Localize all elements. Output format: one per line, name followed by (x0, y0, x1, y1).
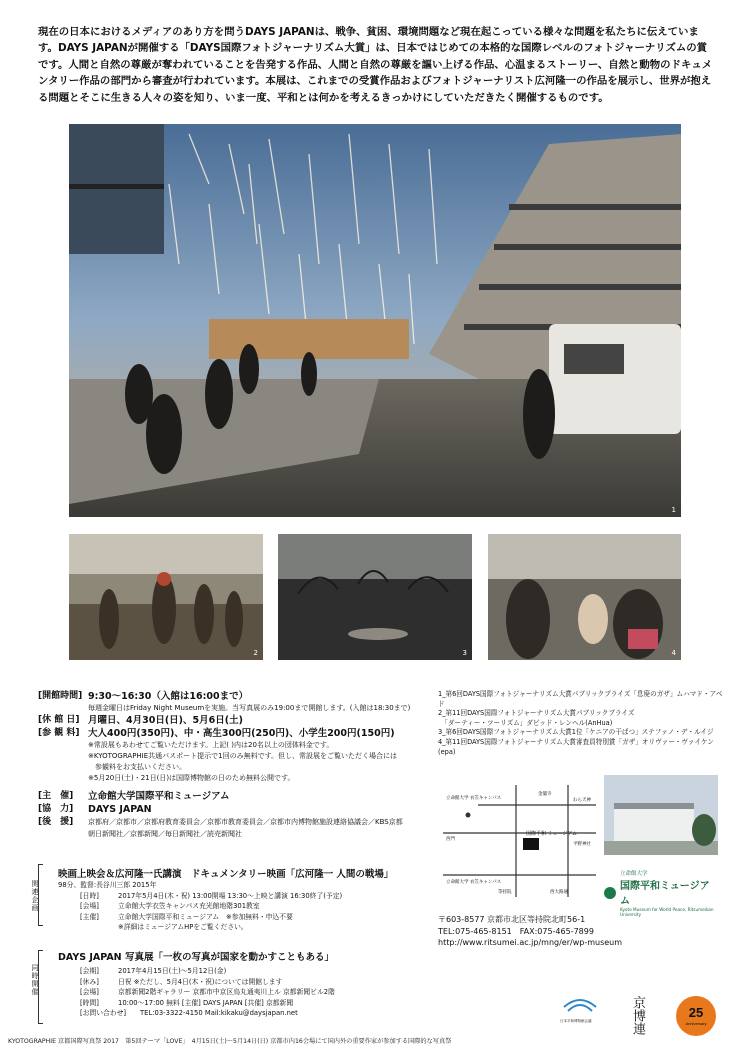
event2-row-value: 日祝 ※ただし、5月4日(木・祝)については開館します (118, 977, 283, 986)
event2-row-key: [会場] (80, 988, 99, 996)
event1-row-value: ※詳細はミュージアムHPをご覧ください。 (118, 923, 248, 931)
footer-text: KYOTOGRAPHIE 京都国際写真祭 2017 第5回テーマ「LOVE」 4月15日(土)〜5月14日(日) 京都市内16会場にて国内外の重要作家が参加する国際的な写真祭 (8, 1038, 452, 1045)
event2-row-key: [休み] (80, 977, 99, 986)
event2-row-value: 2017年4月15日(土)〜5月12日(金) (118, 967, 227, 975)
event1-row-value: 立命館大学国際平和ミュージアム ※参加無料・申込不要 (118, 912, 293, 921)
map-station-label: 等持院 (498, 890, 512, 895)
event1-row-key: [会場] (80, 902, 99, 910)
intro-text: 現在の日本におけるメディアのあり方を問うDAYS JAPANは、戦争、貧困、環境問題など現在起こっている様々な問題を私たちに伝えています。DAYS JAPANが開催する「DAYS国際フォトジャーナリズム大賞」は、日本ではじめての本格的な国際レベルのフォトジャーナリズムの賞です。人間と自然の尊厳が奪われていることを告発する作品、人間と自然の尊厳を謳い上げる作品、心温まるストーリー、自然と動物のドキュメンタリー作品の部門から審査が行われています。本展は、これまでの受賞作品およびフォトジャーナリスト広河隆一の作品を展示し、世界が抱える問題とそこに生きる人々の姿を知り、いま一度、平和とは何かを考えるきっかけにしていただきたく開催するものです。 (38, 26, 713, 104)
hours-note: 毎週金曜日はFriday Night Museumを実施。当写真展のみ19:00まで開館します。(入館は18:30まで) (88, 704, 411, 712)
fee-note-2: ※KYOTOGRAPHIE共通パスポート提示で1回のみ無料です。但し、常設展をご覧いただく場合には (88, 752, 398, 760)
event2-row-key: [会期] (80, 967, 99, 975)
support-value: 京都府／京都市／京都府教育委員会／京都市教育委員会／京都市内博物館施設連絡協議会／KBS京都 (88, 818, 403, 826)
photo-number-1: 1 (671, 506, 676, 514)
svg-text:25: 25 (688, 1005, 704, 1020)
map-kinkakuji-label: 金閣寺 (538, 792, 552, 797)
event2-side-label: 同時開催 (31, 964, 39, 996)
address-tel: TEL:075-465-8151 FAX:075-465-7899 (438, 926, 594, 936)
fee-note-3: 参観料をお支払いください。 (88, 763, 186, 771)
svg-text:Anniversary: Anniversary (685, 1021, 707, 1026)
map-gate-label: 西門 (446, 837, 455, 842)
museum-name: 国際平和ミュージアム (620, 881, 710, 907)
museum-logo-icon (604, 887, 616, 899)
hours-value: 9:30〜16:30（入館は16:00まで） (88, 691, 249, 702)
address-zip: 〒603-8577 京都市北区等持院北町56-1 (438, 915, 586, 924)
event2-row-value: 10:00〜17:00 無料 [主催] DAYS JAPAN [共催] 京都新聞 (118, 998, 294, 1007)
event2-row-value: TEL:03-3322-4150 Mail:kikaku@daysjapan.net (140, 1009, 298, 1017)
photo-number-3: 3 (462, 649, 467, 657)
map-heiangu-label: 平野神社 (573, 842, 591, 847)
event2-title: DAYS JAPAN 写真展「一枚の写真が国家を動かすこともある」 (58, 952, 334, 963)
museum-block (604, 775, 718, 917)
address-url: http://www.ritsumei.ac.jp/mng/er/wp-museum (438, 938, 623, 947)
map-waratenjin-label: わら天神 (573, 798, 591, 803)
caption-2-cont: 「ダーティー・ツーリズム」ダビッド・レンヘル(AnHua) (438, 718, 613, 727)
caption-2: 2_第11回DAYS国際フォトジャーナリズム大賞パブリックプライズ (438, 709, 635, 718)
event2-block (58, 949, 438, 1019)
event1-row-key: [主催] (80, 912, 99, 921)
map-museum-label: 国際平和 ミュージアム (526, 831, 578, 837)
museum-photo (604, 775, 718, 855)
photo-captions (438, 690, 728, 757)
anniversary-logo (675, 995, 717, 1041)
photo-number-2: 2 (253, 649, 258, 657)
hours-label: [開館時間] (38, 691, 83, 701)
event1-row-key (80, 922, 118, 933)
event1-row-value: 立命館大学衣笠キャンパス充光館地階301教室 (118, 902, 260, 910)
info-block (38, 690, 428, 840)
host-label: [主 催] (38, 791, 74, 801)
caption-1: 1_第6回DAYS国際フォトジャーナリズム大賞パブリックプライズ「息廃のガザ」ムハマド・アベド (438, 690, 723, 708)
map-ritsumei-label: 立命館大学 衣笠キャンパス (446, 880, 502, 885)
event1-block (58, 866, 438, 933)
caption-3: 3_第6回DAYS国際フォトジャーナリズム大賞1位「ケニアの干ばつ」ステファノ・デ・ルイジ (438, 728, 714, 737)
host-value: 立命館大学国際平和ミュージアム (88, 791, 230, 802)
support-value-2: 朝日新聞社／京都新聞／毎日新聞社／読売新聞社 (88, 830, 242, 838)
event1-row-value: 2017年5月4日(木・祝) 13:00開場 13:30〜上映と講演 16:30終了(予定) (118, 891, 343, 900)
access-map (438, 775, 598, 900)
museum-name-en: Kyoto Museum for World Peace, Ritsumeikan University (620, 907, 714, 917)
map-nishioji-label: 西大路通 (550, 890, 568, 895)
peace-museum-logo (560, 993, 600, 1024)
fee-value: 大人400円(350円)、中・高生300円(250円)、小学生200円(150円) (88, 728, 395, 739)
event1-subtitle: 98分、監督:長谷川三郎 2015年 (58, 881, 157, 889)
event2-row-key: [時間] (80, 998, 99, 1007)
event2-row-key: [お問い合わせ] (80, 1009, 127, 1017)
photo-2 (69, 534, 263, 660)
closed-value: 月曜日、4月30日(日)、5月6日(土) (88, 715, 243, 726)
museum-name-small: 立命館大学 (620, 871, 648, 877)
support-label: [後 援] (38, 817, 74, 827)
closed-label: [休 館 日] (38, 715, 80, 725)
photo-4 (488, 534, 681, 660)
museum-marker (523, 838, 539, 850)
event1-side-label: 関連企画 (31, 880, 39, 912)
map-kinugasa-label: 立命館大学 衣笠キャンパス (446, 796, 502, 801)
caption-4: 4_第11回DAYS国際フォトジャーナリズム大賞審査員特別賞「ガザ」オリヴァー・ヴァイケン(epa) (438, 737, 714, 756)
event1-title: 映画上映会＆広河隆一氏講演 ドキュメンタリー映画「広河隆一 人間の戦場」 (58, 869, 394, 880)
fee-label: [参 観 料] (38, 728, 80, 738)
coop-value: DAYS JAPAN (88, 804, 152, 815)
address-block (438, 914, 622, 949)
main-photo (69, 124, 681, 517)
photo-3 (278, 534, 472, 660)
fee-note-1: ※常設展もあわせてご覧いただけます。上記( )内は20名以上の団体料金です。 (88, 741, 334, 749)
coop-label: [協 力] (38, 804, 74, 814)
photo-number-4: 4 (671, 649, 676, 657)
event2-row-value: 京都新聞2階ギャラリー 京都市中京区烏丸通夷川上ル 京都新聞ビル2階 (118, 988, 335, 996)
peace-museum-logo-text: 日本平和博物館会議 (560, 1019, 592, 1023)
event1-row-key: [日時] (80, 891, 99, 900)
kyohakuren-logo: 京博連 (630, 996, 645, 1035)
fee-note-4: ※5月20日(土)・21日(日)は国際博物館の日のため無料公開です。 (88, 774, 295, 782)
